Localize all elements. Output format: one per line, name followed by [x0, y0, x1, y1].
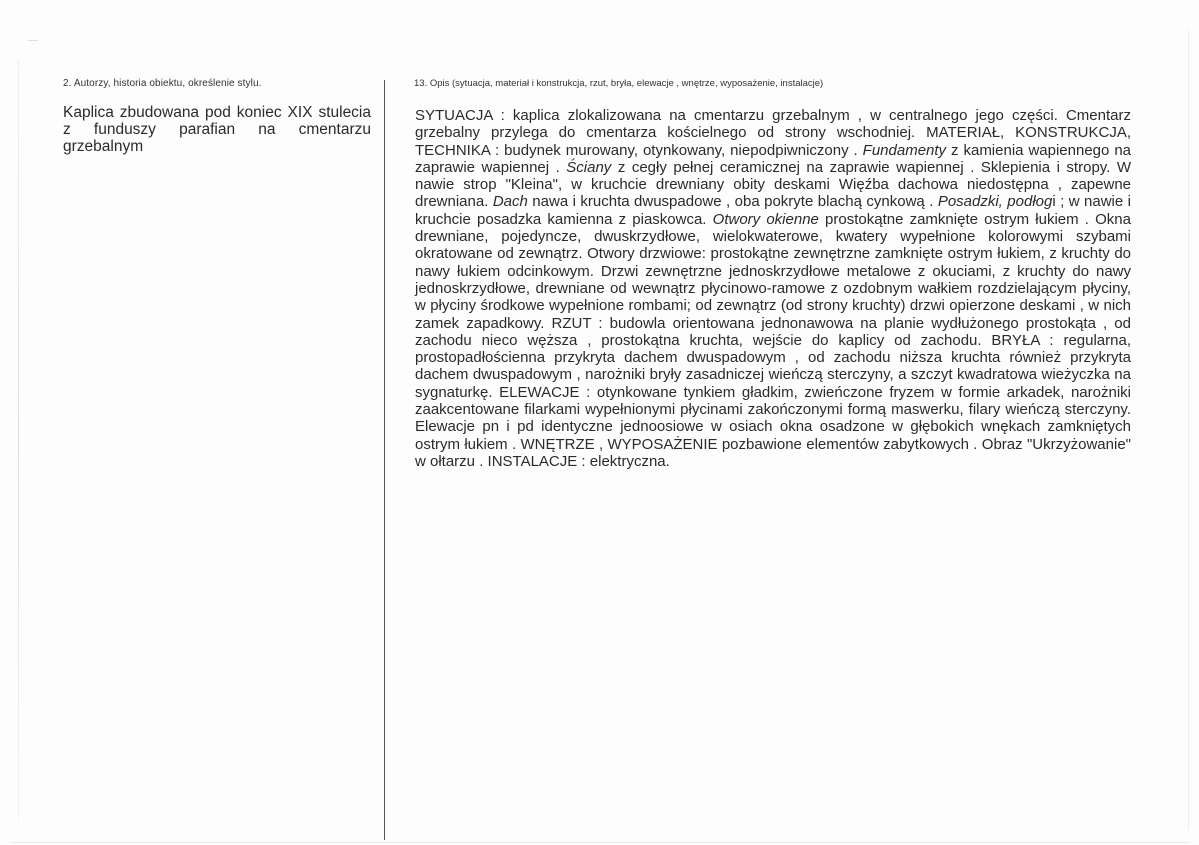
italic-dach: Dach: [492, 193, 528, 211]
italic-sciany: Ściany: [566, 158, 612, 176]
description-paragraph: [415, 107, 1131, 470]
italic-otwory-okienne: Otwory okienne: [712, 210, 819, 228]
scan-edge-bottom: [10, 842, 1190, 843]
scan-edge-right: [1188, 30, 1189, 830]
right-section-header: 13. Opis (sytuacja, materiał i konstrukcja, rzut, bryła, elewacje , wnętrze, wyposażenie, instalacje): [414, 78, 824, 89]
column-divider: [384, 80, 385, 840]
scan-mark: [28, 40, 38, 47]
text-segment-5: i ; w nawie i kruchcie posadzka kamienna z piaskowca.: [415, 193, 1131, 228]
text-segment-4: nawa i kruchta dwuspadowe , oba pokryte blachą cynkową .: [527, 193, 938, 211]
description-text: [415, 107, 1131, 470]
text-segment-3: z cegły pełnej ceramicznej na zaprawie wapiennej . Sklepienia i stropy. W nawie strop "Kleina", w kruchcie drewniany obity deskami Więźba dachowa niedostępna , zapewne drewniana.: [415, 158, 1131, 211]
left-section-header: 2. Autorzy, historia obiektu, określenie stylu.: [63, 78, 262, 89]
italic-posadzki: Posadzki, podłog: [937, 193, 1053, 211]
text-segment-2: z kamienia wapiennego na zaprawie wapiennej .: [415, 141, 1131, 176]
scan-edge-left: [18, 60, 19, 820]
authors-history-text: Kaplica zbudowana pod koniec XIX stulecia z funduszy parafian na cmentarzu grzebalnym: [63, 104, 371, 155]
text-segment-6: prostokątne zamknięte ostrym łukiem . Okna drewniane, pojedyncze, dwuskrzydłowe, wielokwaterowe, kwatery wypełnione kolorowymi szybami okratowane od zewnątrz. Otwory drzwiowe: prostokątne zewnętrzne zamknięte ostrym łukiem, z kruchty do nawy łukiem odcinkowym. Drzwi zewnętrzne jednoskrzydłowe metalowe z okuciami, z kruchty do nawy jednoskrzydłowe, drewniane od wewnątrz płycinowo-ramowe z ozdobnym wałkiem rozdzielającym płyciny, w płyciny środkowe wypełnione rombami; od zewnątrz (od strony kruchty) drzwi opierzone deskami , w nich zamek zapadkowy. RZUT : budowla orientowana jednonawowa na planie wydłużonego prostokąta , od zachodu nieco węższa , prostokątna kruchta, wejście do kaplicy od zachodu. BRYŁA : regularna, prostopadłościenna przykryta dachem dwuspadowym , od zachodu niższa kruchta również przykryta dachem dwuspadowym , narożniki bryły zasadniczej wieńczą sterczyny, a szczyt kwadratowa wieżyczka na sygnaturkę. ELEWACJE : otynkowane tynkiem gładkim, zwieńczone fryzem w formie arkadek, narożniki zaakcentowane filarkami wypełnionymi płycinami zakończonymi formą maswerku, filary wieńczą sterczyny. Elewacje pn i pd identyczne jednoosiowe w osiach okna osadzone w głębokich wnękach zamkniętych ostrym łukiem . WNĘTRZE , WYPOSAŻENIE pozbawione elementów zabytkowych . Obraz "Ukrzyżowanie" w ołtarzu . INSTALACJE : elektryczna.: [415, 210, 1131, 470]
italic-fundamenty: Fundamenty: [862, 141, 947, 159]
text-segment-1: SYTUACJA : kaplica zlokalizowana na cmentarzu grzebalnym , w centralnego jego części. Cmentarz grzebalny przylega do cmentarza kościelnego od strony wschodniej. MATERIAŁ, KONSTRUKCJA, TECHNIKA : budynek murowany, otynkowany, niepodpiwniczony .: [415, 107, 1131, 159]
